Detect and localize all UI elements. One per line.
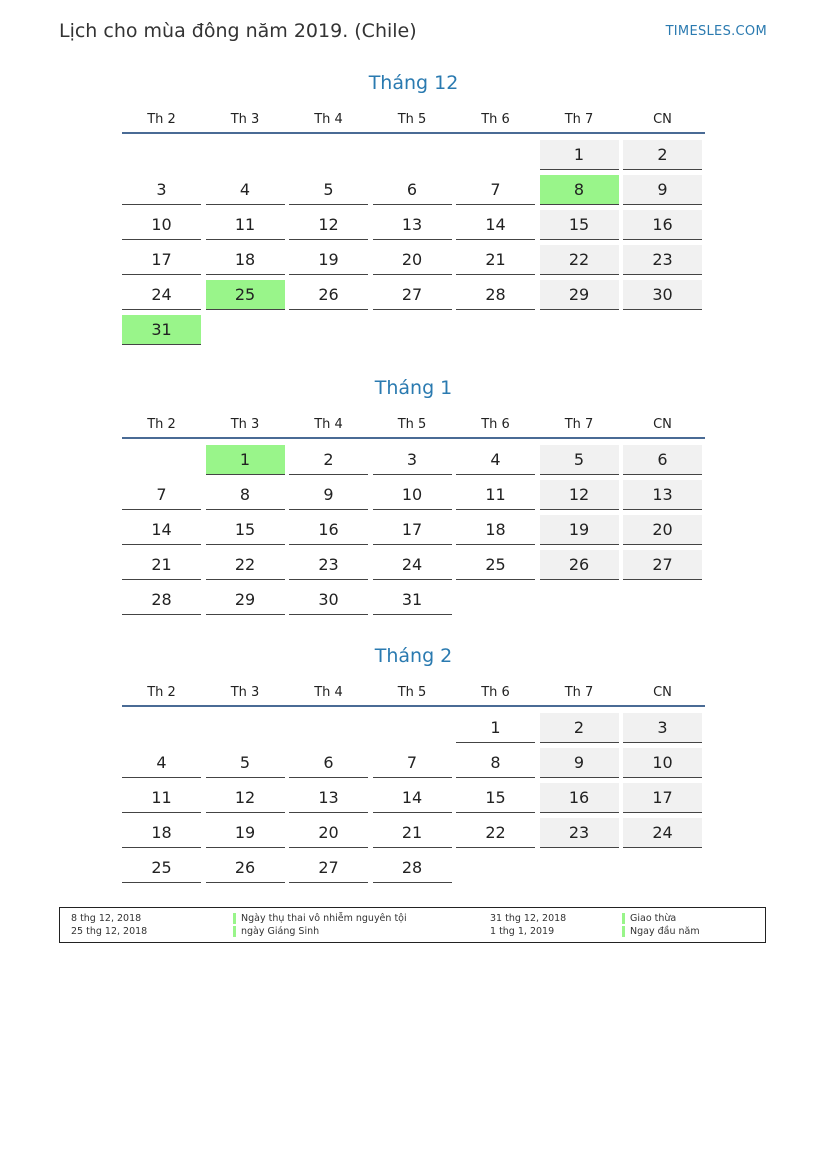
day-grid: [122, 445, 705, 615]
day-cell-empty: [206, 713, 285, 743]
day-cell: 20: [373, 245, 452, 275]
weekday-header: [122, 106, 705, 134]
day-cell-empty: [373, 140, 452, 170]
brand-link[interactable]: TIMESLES.COM: [665, 24, 767, 39]
day-cell: 23: [289, 550, 368, 580]
weekday-wed: Th 4: [314, 416, 343, 432]
day-cell: 13: [623, 480, 702, 510]
day-cell: 21: [122, 550, 201, 580]
month-february: [122, 643, 705, 883]
day-cell: 26: [540, 550, 619, 580]
day-cell: 23: [540, 818, 619, 848]
day-cell: 11: [456, 480, 535, 510]
month-december: [122, 70, 705, 345]
day-cell: 10: [373, 480, 452, 510]
day-cell: 7: [122, 480, 201, 510]
day-cell: 28: [373, 853, 452, 883]
day-cell: 18: [122, 818, 201, 848]
day-cell: 7: [373, 748, 452, 778]
day-cell: 8: [456, 748, 535, 778]
day-cell-holiday: 8: [540, 175, 619, 205]
day-cell: 4: [206, 175, 285, 205]
page-title: Lịch cho mùa đông năm 2019. (Chile): [59, 20, 417, 42]
day-cell: 24: [122, 280, 201, 310]
day-cell: 12: [289, 210, 368, 240]
day-cell: 20: [289, 818, 368, 848]
weekday-mon: Th 2: [147, 111, 176, 127]
day-cell: 14: [456, 210, 535, 240]
day-cell: 8: [206, 480, 285, 510]
day-cell: 13: [289, 783, 368, 813]
weekday-sat: Th 7: [564, 416, 594, 432]
day-cell: 22: [540, 245, 619, 275]
day-cell: 18: [456, 515, 535, 545]
day-cell-holiday: 25: [206, 280, 285, 310]
day-cell: 25: [456, 550, 535, 580]
day-cell-holiday: 1: [206, 445, 285, 475]
legend-holiday-name: Ngay đầu năm: [622, 926, 700, 937]
legend-holiday-name: ngày Giáng Sinh: [233, 926, 319, 937]
day-cell: 1: [540, 140, 619, 170]
day-cell: 9: [623, 175, 702, 205]
weekday-thu: Th 5: [397, 416, 427, 432]
day-cell: 2: [540, 713, 619, 743]
legend-date: 25 thg 12, 2018: [71, 926, 148, 937]
month-january: [122, 375, 705, 615]
day-cell-empty: [289, 713, 368, 743]
day-cell: 3: [373, 445, 452, 475]
day-cell: 17: [623, 783, 702, 813]
weekday-wed: Th 4: [314, 684, 343, 700]
day-cell: 24: [373, 550, 452, 580]
weekday-sat: Th 7: [564, 111, 594, 127]
day-cell: 3: [122, 175, 201, 205]
day-cell: 23: [623, 245, 702, 275]
day-cell-empty: [206, 140, 285, 170]
weekday-thu: Th 5: [397, 111, 427, 127]
day-cell-empty: [456, 140, 535, 170]
weekday-fri: Th 6: [481, 416, 510, 432]
day-cell: 11: [206, 210, 285, 240]
day-cell: 16: [540, 783, 619, 813]
day-cell: 5: [289, 175, 368, 205]
legend-holiday-name: Ngày thụ thai vô nhiễm nguyên tội: [233, 913, 407, 924]
day-cell: 3: [623, 713, 702, 743]
weekday-fri: Th 6: [481, 684, 510, 700]
day-cell-empty: [122, 445, 201, 475]
day-cell: 27: [623, 550, 702, 580]
day-cell: 12: [540, 480, 619, 510]
weekday-header: [122, 411, 705, 439]
weekday-tue: Th 3: [230, 111, 260, 127]
month-title: Tháng 12: [368, 72, 459, 94]
day-cell: 6: [373, 175, 452, 205]
day-cell: 31: [373, 585, 452, 615]
legend-holiday-name: Giao thừa: [622, 913, 676, 924]
day-cell: 4: [456, 445, 535, 475]
day-cell: 21: [373, 818, 452, 848]
day-cell: 7: [456, 175, 535, 205]
legend-date: 1 thg 1, 2019: [490, 926, 555, 937]
weekday-sun: CN: [653, 684, 672, 700]
day-cell-empty: [122, 713, 201, 743]
day-cell: 2: [623, 140, 702, 170]
month-title: Tháng 1: [374, 377, 453, 399]
day-cell: 26: [289, 280, 368, 310]
day-cell-empty: [122, 140, 201, 170]
weekday-thu: Th 5: [397, 684, 427, 700]
day-cell: 27: [373, 280, 452, 310]
day-cell: 9: [540, 748, 619, 778]
day-cell: 6: [623, 445, 702, 475]
day-cell: 19: [289, 245, 368, 275]
day-cell: 16: [289, 515, 368, 545]
weekday-fri: Th 6: [481, 111, 510, 127]
day-cell: 21: [456, 245, 535, 275]
day-cell: 11: [122, 783, 201, 813]
day-cell: 6: [289, 748, 368, 778]
weekday-sun: CN: [653, 111, 672, 127]
day-cell: 19: [206, 818, 285, 848]
day-cell: 22: [206, 550, 285, 580]
day-cell-empty: [289, 140, 368, 170]
weekday-mon: Th 2: [147, 684, 176, 700]
month-title: Tháng 2: [374, 645, 453, 667]
day-cell: 4: [122, 748, 201, 778]
legend-date: 31 thg 12, 2018: [490, 913, 567, 924]
weekday-wed: Th 4: [314, 111, 343, 127]
weekday-sat: Th 7: [564, 684, 594, 700]
day-cell: 17: [122, 245, 201, 275]
day-cell-holiday: 31: [122, 315, 201, 345]
weekday-tue: Th 3: [230, 416, 260, 432]
day-cell: 5: [206, 748, 285, 778]
legend-date: 8 thg 12, 2018: [71, 913, 142, 924]
weekday-header: [122, 679, 705, 707]
day-cell: 30: [623, 280, 702, 310]
day-cell: 17: [373, 515, 452, 545]
day-cell: 24: [623, 818, 702, 848]
day-cell: 16: [623, 210, 702, 240]
day-cell: 20: [623, 515, 702, 545]
day-cell: 9: [289, 480, 368, 510]
holiday-legend: [59, 907, 766, 943]
day-cell: 26: [206, 853, 285, 883]
day-cell: 15: [540, 210, 619, 240]
weekday-sun: CN: [653, 416, 672, 432]
day-cell: 22: [456, 818, 535, 848]
day-cell: 30: [289, 585, 368, 615]
day-cell: 27: [289, 853, 368, 883]
weekday-tue: Th 3: [230, 684, 260, 700]
day-cell: 14: [373, 783, 452, 813]
day-cell: 19: [540, 515, 619, 545]
day-cell-empty: [373, 713, 452, 743]
day-cell: 29: [540, 280, 619, 310]
day-cell: 25: [122, 853, 201, 883]
day-grid: [122, 140, 705, 345]
day-cell: 15: [206, 515, 285, 545]
day-cell: 28: [456, 280, 535, 310]
day-cell: 28: [122, 585, 201, 615]
day-cell: 18: [206, 245, 285, 275]
day-cell: 1: [456, 713, 535, 743]
day-cell: 12: [206, 783, 285, 813]
day-cell: 2: [289, 445, 368, 475]
day-cell: 14: [122, 515, 201, 545]
day-cell: 5: [540, 445, 619, 475]
day-cell: 13: [373, 210, 452, 240]
day-cell: 10: [122, 210, 201, 240]
day-cell: 10: [623, 748, 702, 778]
day-grid: [122, 713, 705, 883]
weekday-mon: Th 2: [147, 416, 176, 432]
day-cell: 15: [456, 783, 535, 813]
day-cell: 29: [206, 585, 285, 615]
